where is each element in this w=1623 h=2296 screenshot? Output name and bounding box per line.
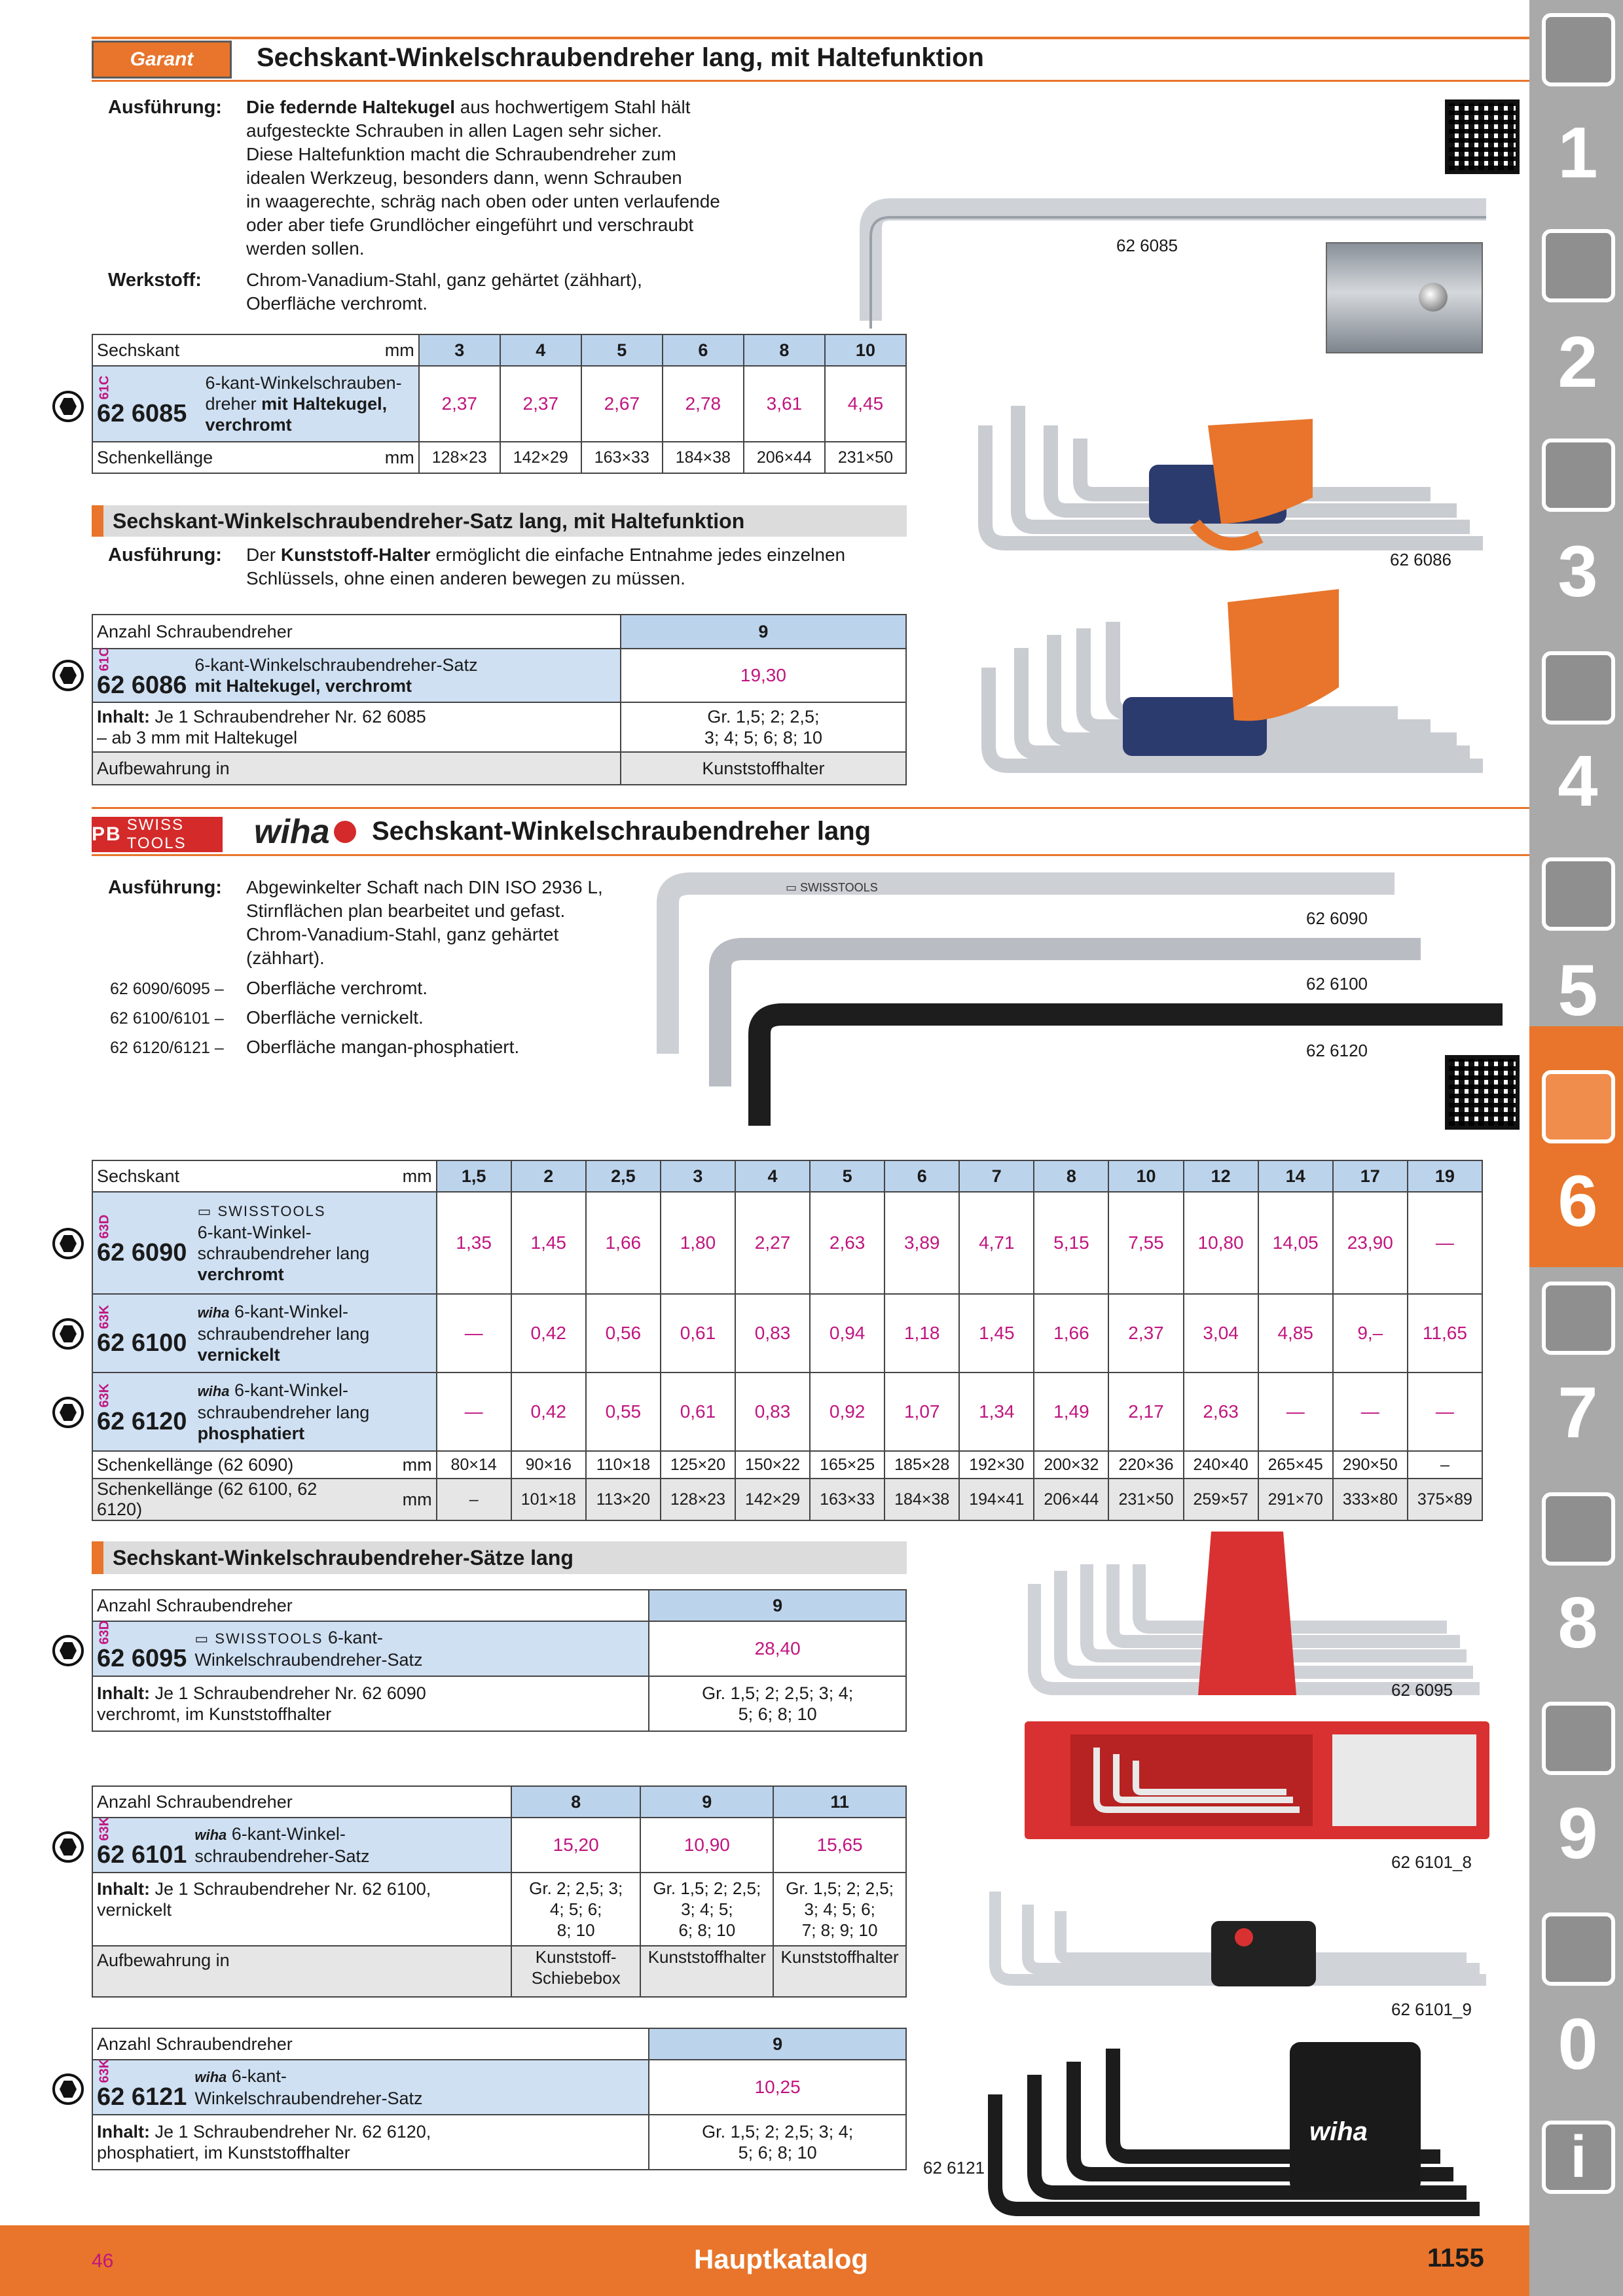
head-label: Anzahl Schraubendreher [92, 615, 621, 649]
leg-cell: 375×89 [1408, 1479, 1482, 1520]
table-row [92, 1294, 1482, 1372]
photo-label-626095: 62 6095 [1391, 1680, 1453, 1700]
werkstoff-text: Chrom-Vanadium-Stahl, ganz gehärtet (zähhart), Oberfläche verchromt. [246, 270, 642, 314]
article-cell: 63K62 6101 [92, 1818, 191, 1873]
photo-label-626100: 62 6100 [1306, 974, 1368, 994]
article-description: wiha 6-kant-Winkel- schraubendreher lang phosphatiert [194, 1372, 437, 1451]
size-cell: 2 [511, 1160, 586, 1192]
price-cell: 0,61 [661, 1294, 735, 1372]
caliper-icon[interactable] [1542, 651, 1615, 725]
leg-unit: mm [370, 1479, 437, 1520]
leg-cell: 125×20 [661, 1451, 735, 1479]
leg-cell: 290×50 [1333, 1451, 1408, 1479]
price-cell: 5,15 [1034, 1192, 1108, 1294]
hex-symbol-icon [52, 2073, 84, 2105]
drill-bit-icon[interactable] [1542, 13, 1615, 86]
leg-unit: mm [370, 1451, 437, 1479]
sidebar-chapter-2[interactable]: 2 [1558, 322, 1598, 403]
article-number: 62 6101 [97, 1841, 187, 1869]
leg-row [92, 1479, 1482, 1520]
hex-key-set-photo-626086 [972, 589, 1489, 779]
swisstools-icon: ▭ [197, 1203, 213, 1219]
price-cell: — [1333, 1372, 1408, 1451]
price-cell: 2,37 [1108, 1294, 1183, 1372]
leg-cell: 163×33 [581, 442, 663, 473]
size-cell: 7 [959, 1160, 1034, 1192]
size-cell: 4 [735, 1160, 810, 1192]
price-cell: 19,30 [621, 649, 906, 702]
price-cell: 1,49 [1034, 1372, 1108, 1451]
leg-cell: 194×41 [959, 1479, 1034, 1520]
size-cell: 5 [810, 1160, 884, 1192]
article-cell: 63K62 6100 [92, 1294, 194, 1372]
photo-label-626120: 62 6120 [1306, 1041, 1368, 1060]
photo-label-626101-9: 62 6101_9 [1391, 2000, 1472, 2019]
size-cell: 6 [884, 1160, 959, 1192]
footer-page-left: 46 [92, 2250, 114, 2272]
qr-code-1 [1445, 99, 1520, 174]
size-cell: 5 [581, 334, 663, 366]
section3-rule-top [92, 807, 1529, 809]
table-626086 [92, 614, 907, 785]
leg-cell: 101×18 [511, 1479, 586, 1520]
haltekugel-closeup-photo [1326, 242, 1483, 353]
article-cell: 61C62 6086 [92, 649, 191, 702]
hex-symbol-icon [52, 1831, 84, 1863]
wiha-logo: wiha [254, 812, 356, 852]
table-626090-626100-626120 [92, 1160, 1483, 1521]
aufbewahrung-value: Kunststoffhalter [773, 1946, 906, 1997]
table-626095 [92, 1589, 907, 1732]
head-value: 9 [649, 1590, 906, 1621]
photo-label-626101-8: 62 6101_8 [1391, 1852, 1472, 1872]
price-cell: 7,55 [1108, 1192, 1183, 1294]
size-cell: 3 [661, 1160, 735, 1192]
insert-tool-icon[interactable] [1542, 229, 1615, 302]
photo-label-626085: 62 6085 [1116, 236, 1178, 255]
leg-label: Schenkellänge (62 6100, 62 6120) [92, 1479, 370, 1520]
photo-label-626086: 62 6086 [1390, 550, 1451, 569]
sidebar-chapter-3[interactable]: 3 [1558, 531, 1598, 612]
size-cell: 1,5 [437, 1160, 511, 1192]
head-value: 8 [511, 1786, 641, 1818]
price-cell: 2,37 [419, 366, 500, 442]
size-cell: 2,5 [586, 1160, 661, 1192]
chuck-icon[interactable] [1542, 439, 1615, 512]
head-value: 11 [773, 1786, 906, 1818]
leg-cell: 206×44 [744, 442, 825, 473]
top-rule [92, 37, 1529, 39]
article-cell: 63K62 6120 [92, 1372, 194, 1451]
hammer-pliers-icon[interactable] [1542, 1282, 1615, 1355]
leg-cell: 110×18 [586, 1451, 661, 1479]
article-number: 62 6095 [97, 1645, 187, 1672]
sidebar-chapter-8[interactable]: 8 [1558, 1583, 1598, 1663]
section3-rule-bottom [92, 854, 1529, 856]
table-626085 [92, 334, 907, 474]
head-label: Anzahl Schraubendreher [92, 1786, 511, 1818]
price-cell: 0,83 [735, 1372, 810, 1451]
price-cell: 1,07 [884, 1372, 959, 1451]
inhalt-value: Gr. 1,5; 2; 2,5; 3; 4; 5; 6; 8; 10 [649, 2115, 906, 2170]
hex-key-set-photo-626101-9 [982, 1885, 1493, 1990]
price-cell: 0,42 [511, 1294, 586, 1372]
inhalt-value: Gr. 1,5; 2; 2,5; 3; 4; 5; 6; 8; 10 [640, 1873, 773, 1946]
inhalt-cell: Inhalt: Je 1 Schraubendreher Nr. 62 6120, phosphatiert, im Kunststoffhalter [92, 2115, 649, 2170]
leg-cell: 163×33 [810, 1479, 884, 1520]
aufbewahrung-value: Kunststoffhalter [640, 1946, 773, 1997]
tool-cabinet-icon[interactable] [1542, 1702, 1615, 1775]
hex-symbol-icon [52, 660, 84, 691]
price-cell: 1,66 [1034, 1294, 1108, 1372]
leg-cell: 80×14 [437, 1451, 511, 1479]
leg-cell: 184×38 [884, 1479, 959, 1520]
leg-cell: – [437, 1479, 511, 1520]
sidebar-chapter-1[interactable]: 1 [1558, 113, 1598, 193]
article-number: 62 6090 [97, 1239, 187, 1266]
sidebar-chapter-5[interactable]: 5 [1558, 950, 1598, 1031]
screwdriver-wrench-icon[interactable] [1542, 1070, 1615, 1143]
leg-cell: 113×20 [586, 1479, 661, 1520]
ausfuehrung-label: Ausführung: [108, 545, 222, 565]
leg-cell: 150×22 [735, 1451, 810, 1479]
section3-title: Sechskant-Winkelschraubendreher lang [372, 817, 871, 846]
price-cell: 2,63 [810, 1192, 884, 1294]
wiha-icon: wiha [197, 1304, 230, 1321]
leg-cell: 142×29 [735, 1479, 810, 1520]
price-cell: 10,25 [649, 2060, 906, 2115]
svg-text:▭ SWISSTOOLS: ▭ SWISSTOOLS [786, 881, 878, 894]
article-description: wiha 6-kant- Winkelschraubendreher-Satz [191, 2060, 649, 2115]
hex-key-set-photo-626121 [969, 2022, 1493, 2219]
article-number: 62 6100 [97, 1329, 187, 1357]
table-626101 [92, 1785, 907, 1998]
aufbewahrung-value: Kunststoffhalter [621, 752, 906, 785]
wiha-icon: wiha [194, 2069, 227, 2085]
garant-logo: Garant [92, 41, 232, 79]
qr-code-2 [1445, 1055, 1520, 1130]
section4-title: Sechskant-Winkelschraubendreher-Sätze lang [92, 1541, 907, 1574]
head-value: 9 [640, 1786, 773, 1818]
price-cell: 0,61 [661, 1372, 735, 1451]
head-label: Sechskant [92, 334, 377, 366]
footer-bar [0, 2225, 1529, 2296]
article-description: 6-kant-Winkelschraubendreher-Satz mit Haltekugel, verchromt [191, 649, 620, 702]
sidebar-chapter-4[interactable]: 4 [1558, 741, 1598, 821]
price-cell: 2,27 [735, 1192, 810, 1294]
inhalt-value: Gr. 1,5; 2; 2,5; 3; 4; 5; 6; 8; 10 [649, 1676, 906, 1731]
article-description: ▭ SWISSTOOLS 6-kant- Winkelschraubendreher-Satz [191, 1621, 649, 1676]
sidebar-chapter-0[interactable]: 0 [1558, 2004, 1598, 2085]
price-cell: 0,83 [735, 1294, 810, 1372]
price-cell: 1,80 [661, 1192, 735, 1294]
hex-symbol-icon [52, 391, 84, 422]
ausfuehrung-label: Ausführung: [108, 97, 222, 118]
size-cell: 8 [744, 334, 825, 366]
leg-cell: 240×40 [1184, 1451, 1258, 1479]
leg-cell: 220×36 [1108, 1451, 1183, 1479]
leg-cell: 192×30 [959, 1451, 1034, 1479]
pb-swiss-tools-logo: PB SWISS TOOLS [92, 817, 223, 852]
price-cell: 2,17 [1108, 1372, 1183, 1451]
leg-cell: 184×38 [663, 442, 744, 473]
article-number: 62 6121 [97, 2083, 187, 2111]
article-number: 62 6120 [97, 1408, 187, 1435]
section2-title: Sechskant-Winkelschraubendreher-Satz lang, mit Haltefunktion [92, 505, 907, 537]
size-cell: 10 [1108, 1160, 1183, 1192]
inhalt-cell: Inhalt: Je 1 Schraubendreher Nr. 62 6090 verchromt, im Kunststoffhalter [92, 1676, 649, 1731]
article-description: 6-kant-Winkelschrauben- dreher mit Haltekugel, verchromt [202, 366, 419, 442]
price-cell: 3,61 [744, 366, 825, 442]
wiha-icon: wiha [197, 1383, 230, 1399]
table-row [92, 1372, 1482, 1451]
leg-cell: 142×29 [500, 442, 581, 473]
price-cell: 2,78 [663, 366, 744, 442]
price-cell: 1,18 [884, 1294, 959, 1372]
table-row [92, 1192, 1482, 1294]
hex-symbol-icon [52, 1635, 84, 1666]
leg-cell: 259×57 [1184, 1479, 1258, 1520]
svg-text:wiha: wiha [1309, 2117, 1368, 2146]
hand-tools-icon[interactable] [1542, 1492, 1615, 1566]
hex-key-set-photo-626101-8 [1025, 1721, 1489, 1839]
safety-equipment-icon[interactable] [1542, 1912, 1615, 1986]
leg-cell: 185×28 [884, 1451, 959, 1479]
price-cell: 0,92 [810, 1372, 884, 1451]
article-cell: 61C62 6085 [92, 366, 202, 442]
price-cell: 11,65 [1408, 1294, 1482, 1372]
aufbewahrung-value: Kunststoff- Schiebebox [511, 1946, 641, 1997]
price-cell: 1,45 [959, 1294, 1034, 1372]
price-cell: — [1408, 1372, 1482, 1451]
size-cell: 8 [1034, 1160, 1108, 1192]
price-cell: 4,85 [1258, 1294, 1333, 1372]
hex-symbol-icon [52, 1318, 84, 1350]
price-cell: 15,20 [511, 1818, 641, 1873]
price-cell: 2,37 [500, 366, 581, 442]
article-cell: 63D62 6090 [92, 1192, 194, 1294]
price-cell: — [437, 1294, 511, 1372]
price-cell: 10,90 [640, 1818, 773, 1873]
aufbewahrung-label: Aufbewahrung in [92, 1946, 511, 1997]
inhalt-cell: Inhalt: Je 1 Schraubendreher Nr. 62 6100, vernickelt [92, 1873, 511, 1946]
head-value: 9 [621, 615, 906, 649]
leg-cell: 265×45 [1258, 1451, 1333, 1479]
leg-cell: 128×23 [419, 442, 500, 473]
price-cell: 15,65 [773, 1818, 906, 1873]
leg-cell: – [1408, 1451, 1482, 1479]
size-cell: 19 [1408, 1160, 1482, 1192]
leg-cell: 200×32 [1034, 1451, 1108, 1479]
head-label: Anzahl Schraubendreher [92, 1590, 649, 1621]
hex-key-set-photo-626095 [1021, 1525, 1493, 1702]
cutting-disc-icon[interactable] [1542, 857, 1615, 931]
price-cell: 0,55 [586, 1372, 661, 1451]
sidebar-chapter-6[interactable]: 6 [1558, 1161, 1598, 1242]
article-description: ▭ SWISSTOOLS 6-kant-Winkel- schraubendreher lang verchromt [194, 1192, 437, 1294]
size-cell: 4 [500, 334, 581, 366]
swisstools-icon: ▭ [194, 1630, 210, 1647]
variant-list: 62 6090/6095 – Oberfläche verchromt. 62 6100/6101 – Oberfläche vernickelt. 62 6120/6121 – Oberfläche mangan-phosphatiert. [110, 978, 520, 1057]
price-cell: 4,45 [825, 366, 906, 442]
price-cell: — [1258, 1372, 1333, 1451]
price-cell: 1,45 [511, 1192, 586, 1294]
price-cell: 14,05 [1258, 1192, 1333, 1294]
price-cell: 0,42 [511, 1372, 586, 1451]
size-cell: 6 [663, 334, 744, 366]
table-626121 [92, 2028, 907, 2170]
photo-label-626090: 62 6090 [1306, 908, 1368, 928]
head-value: 9 [649, 2028, 906, 2060]
ausfuehrung-label: Ausführung: [108, 877, 222, 898]
info-icon[interactable]: i [1542, 2121, 1615, 2194]
section3-ausfuehrung-text: Abgewinkelter Schaft nach DIN ISO 2936 L, Stirnflächen plan bearbeitet und gefast. Chrom-Vanadium-Stahl, ganz gehärtet (zähhart). [246, 877, 603, 968]
photo-label-626121: 62 6121 [923, 2158, 985, 2178]
leg-cell: 90×16 [511, 1451, 586, 1479]
werkstoff-label: Werkstoff: [108, 270, 202, 291]
leg-cell: 128×23 [661, 1479, 735, 1520]
hex-keys-photo-section3 [642, 864, 1506, 1126]
head-label: Sechskant [92, 1160, 370, 1192]
leg-unit: mm [377, 442, 419, 473]
inhalt-cell: Inhalt: Je 1 Schraubendreher Nr. 62 6085 – ab 3 mm mit Haltekugel [92, 702, 621, 752]
inhalt-value: Gr. 2; 2,5; 3; 4; 5; 6; 8; 10 [511, 1873, 641, 1946]
price-cell: 9,– [1333, 1294, 1408, 1372]
inhalt-value: Gr. 1,5; 2; 2,5; 3; 4; 5; 6; 8; 10 [621, 702, 906, 752]
article-description: wiha 6-kant-Winkel- schraubendreher lang vernickelt [194, 1294, 437, 1372]
size-cell: 14 [1258, 1160, 1333, 1192]
price-cell: 3,04 [1184, 1294, 1258, 1372]
price-cell: 2,67 [581, 366, 663, 442]
price-cell: — [1408, 1192, 1482, 1294]
footer-title: Hauptkatalog [694, 2244, 869, 2274]
leg-cell: 333×80 [1333, 1479, 1408, 1520]
article-number: 62 6085 [97, 400, 187, 427]
section1-rule [92, 80, 1529, 82]
leg-cell: 231×50 [1108, 1479, 1183, 1520]
sidebar-chapter-9[interactable]: 9 [1558, 1793, 1598, 1874]
inhalt-value: Gr. 1,5; 2; 2,5; 3; 4; 5; 6; 7; 8; 9; 10 [773, 1873, 906, 1946]
sidebar-chapter-7[interactable]: 7 [1558, 1372, 1598, 1453]
article-number: 62 6086 [97, 672, 187, 699]
price-cell: 10,80 [1184, 1192, 1258, 1294]
aufbewahrung-label: Aufbewahrung in [92, 752, 621, 785]
article-description: wiha 6-kant-Winkel- schraubendreher-Satz [191, 1818, 511, 1873]
hex-symbol-icon [52, 1228, 84, 1259]
size-cell: 10 [825, 334, 906, 366]
size-cell: 17 [1333, 1160, 1408, 1192]
price-cell: 28,40 [649, 1621, 906, 1676]
hex-key-set-photo-626085 [972, 386, 1489, 563]
head-unit: mm [370, 1160, 437, 1192]
article-cell: 63K62 6121 [92, 2060, 191, 2115]
footer-page-right: 1155 [1427, 2244, 1484, 2272]
price-cell: 23,90 [1333, 1192, 1408, 1294]
size-cell: 12 [1184, 1160, 1258, 1192]
head-label: Anzahl Schraubendreher [92, 2028, 649, 2060]
price-cell: 2,63 [1184, 1372, 1258, 1451]
section1-title: Sechskant-Winkelschraubendreher lang, mit Haltefunktion [257, 43, 984, 72]
article-cell: 63D62 6095 [92, 1621, 191, 1676]
price-cell: — [437, 1372, 511, 1451]
leg-label: Schenkellänge (62 6090) [92, 1451, 370, 1479]
section1-ausfuehrung-text: Die federnde Haltekugel aus hochwertigem Stahl hält aufgesteckte Schrauben in allen Lagen sehr sicher. Diese Haltefunktion macht die Schraubendreher zum idealen Werkzeug, besonders dann, wenn Schrauben in waagerechte, schräg nach oben oder unten verlaufende oder aber tiefe Grundlöcher eingeführt und verschraubt werden sollen. [246, 97, 720, 259]
price-cell: 3,89 [884, 1192, 959, 1294]
head-unit: mm [377, 334, 419, 366]
price-cell: 1,35 [437, 1192, 511, 1294]
price-cell: 1,34 [959, 1372, 1034, 1451]
leg-cell: 291×70 [1258, 1479, 1333, 1520]
size-cell: 3 [419, 334, 500, 366]
price-cell: 0,94 [810, 1294, 884, 1372]
wiha-icon: wiha [194, 1827, 227, 1843]
leg-label: Schenkellänge [92, 442, 377, 473]
table-head-row [92, 1160, 1482, 1192]
price-cell: 4,71 [959, 1192, 1034, 1294]
leg-cell: 231×50 [825, 442, 906, 473]
leg-cell: 206×44 [1034, 1479, 1108, 1520]
price-cell: 1,66 [586, 1192, 661, 1294]
price-cell: 0,56 [586, 1294, 661, 1372]
leg-cell: 165×25 [810, 1451, 884, 1479]
leg-row [92, 1451, 1482, 1479]
hex-symbol-icon [52, 1397, 84, 1428]
section2-ausfuehrung-text: Der Kunststoff-Halter ermöglicht die einfache Entnahme jedes einzelnen Schlüssels, ohne einen anderen bewegen zu müssen. [246, 545, 846, 588]
